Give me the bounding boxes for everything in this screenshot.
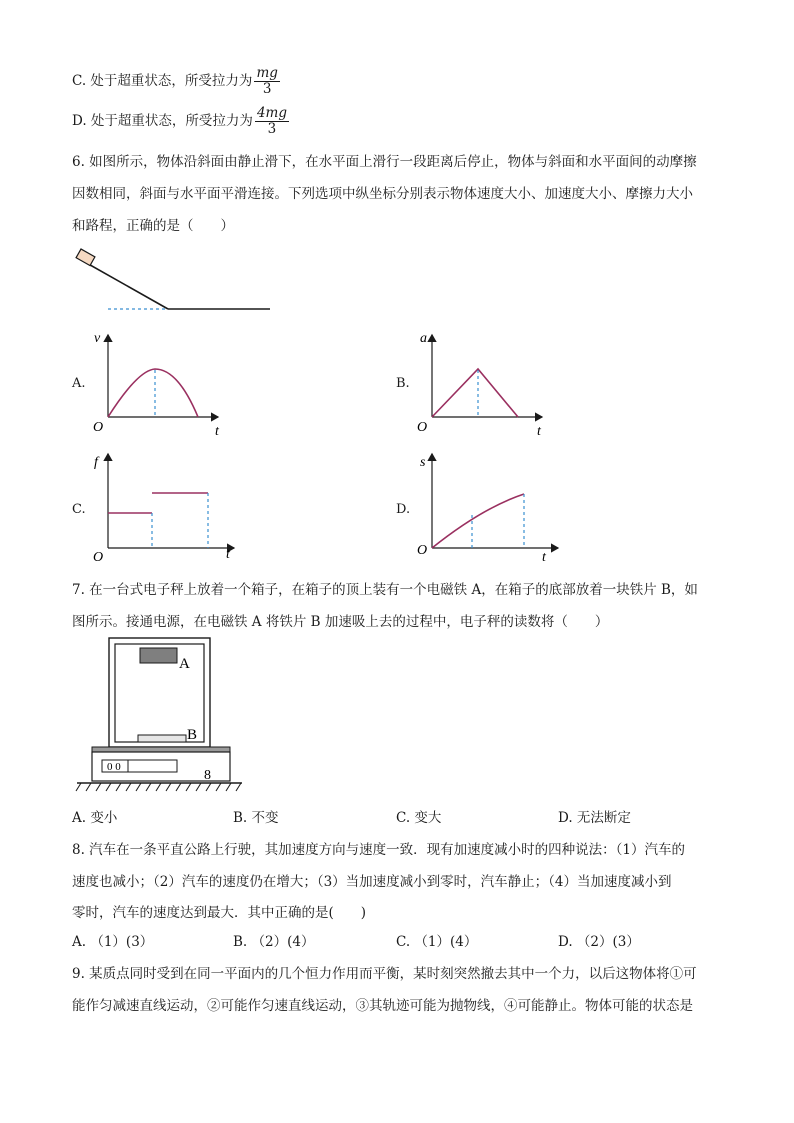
graph-b-origin: O <box>417 420 428 435</box>
q6-option-d-label: D. <box>396 502 411 517</box>
q5-option-c-denominator: 3 <box>262 81 272 97</box>
q7-option-c: C. 变大 <box>396 810 442 826</box>
graph-c-y-label: f <box>94 455 98 470</box>
q7-option-b: B. 不变 <box>233 810 279 826</box>
electromagnet-a <box>140 648 177 663</box>
q8-line-2: 速度也减小；（2）汽车的速度仍在增大；（3）当加速度减小到零时，汽车静止；（4）当加速度减小到 <box>72 874 672 890</box>
q5-option-d <box>72 106 289 137</box>
graph-a-curve <box>108 369 198 417</box>
q5-option-d-fraction <box>255 106 289 137</box>
graph-a-y-label: v <box>94 331 101 346</box>
graph-b-curve <box>432 369 518 417</box>
q8-option-b: B. （2）(4） <box>233 934 315 950</box>
q5-option-c-numerator: mg <box>256 65 278 81</box>
q8-option-d: D. （2）(3） <box>558 934 640 950</box>
q7-line-1: 7. 在一台式电子秤上放着一个箱子，在箱子的顶上装有一个电磁铁 A，在箱子的底部放着一块铁片 B，如 <box>72 582 698 598</box>
q6-line-1: 6. 如图所示，物体沿斜面由静止滑下，在水平面上滑行一段距离后停止，物体与斜面和水平面间的动摩擦 <box>72 154 697 170</box>
graph-d-distance <box>412 448 572 566</box>
q5-option-c-text: C. 处于超重状态，所受拉力为 <box>72 73 253 89</box>
scale-platform <box>92 747 230 752</box>
q6-option-b-label: B. <box>396 376 410 391</box>
q5-option-c-fraction <box>254 66 279 97</box>
graph-b-x-label: t <box>537 424 541 439</box>
q7-option-a: A. 变小 <box>72 810 118 826</box>
graph-d-x-label: t <box>542 550 546 565</box>
q8-option-a: A. （1）(3） <box>72 934 154 950</box>
q7-line-2: 图所示。接通电源，在电磁铁 A 将铁片 B 加速吸上去的过程中，电子秤的读数将（ ） <box>72 614 609 630</box>
graph-d-curve <box>432 494 524 548</box>
q6-option-c-label: C. <box>72 502 86 517</box>
graph-a-x-label: t <box>215 424 219 439</box>
graph-a-velocity <box>88 325 238 440</box>
q5-option-d-numerator: 4mg <box>256 105 287 121</box>
q6-line-2: 因数相同，斜面与水平面平滑连接。下列选项中纵坐标分别表示物体速度大小、加速度大小、摩擦力大小 <box>72 186 693 202</box>
graph-b-y-label: a <box>420 331 427 346</box>
q6-line-3: 和路程，正确的是（ ） <box>72 218 234 234</box>
incline-figure <box>70 245 280 320</box>
graph-c-origin: O <box>93 550 104 565</box>
q8-option-c: C. （1）(4） <box>396 934 478 950</box>
q8-line-3: 零时，汽车的速度达到最大．其中正确的是( ) <box>72 905 367 921</box>
graph-c-x-label: t <box>226 547 230 562</box>
display-reading: 0 0 <box>107 761 121 773</box>
q5-option-d-text: D. 处于超重状态，所受拉力为 <box>72 113 253 129</box>
graph-a-origin: O <box>93 420 104 435</box>
scale-digit: 8 <box>204 768 211 783</box>
q8-line-1: 8. 汽车在一条平直公路上行驶，其加速度方向与速度一致．现有加速度减小时的四种说法：（1）汽车的 <box>72 842 686 858</box>
sliding-block <box>76 249 95 266</box>
q7-option-d: D. 无法断定 <box>558 810 631 826</box>
graph-d-origin: O <box>417 543 428 558</box>
q9-line-1: 9. 某质点同时受到在同一平面内的几个恒力作用而平衡，某时刻突然撤去其中一个力，以后这物体将①可 <box>72 966 697 982</box>
iron-piece-b <box>138 735 186 742</box>
graph-b-acceleration <box>412 325 562 440</box>
q5-option-c <box>72 66 280 97</box>
q9-line-2: 能作匀减速直线运动，②可能作匀速直线运动，③其轨迹可能为抛物线，④可能静止。物体可能的状态是 <box>72 998 693 1014</box>
label-a: A <box>179 656 190 672</box>
ground-hatch <box>76 783 241 791</box>
q6-option-a-label: A. <box>72 376 86 391</box>
scale-box-figure <box>72 635 247 797</box>
graph-d-y-label: s <box>420 455 426 470</box>
label-b: B <box>187 727 198 743</box>
graph-c-friction <box>88 448 248 566</box>
q5-option-d-denominator: 3 <box>267 121 277 137</box>
